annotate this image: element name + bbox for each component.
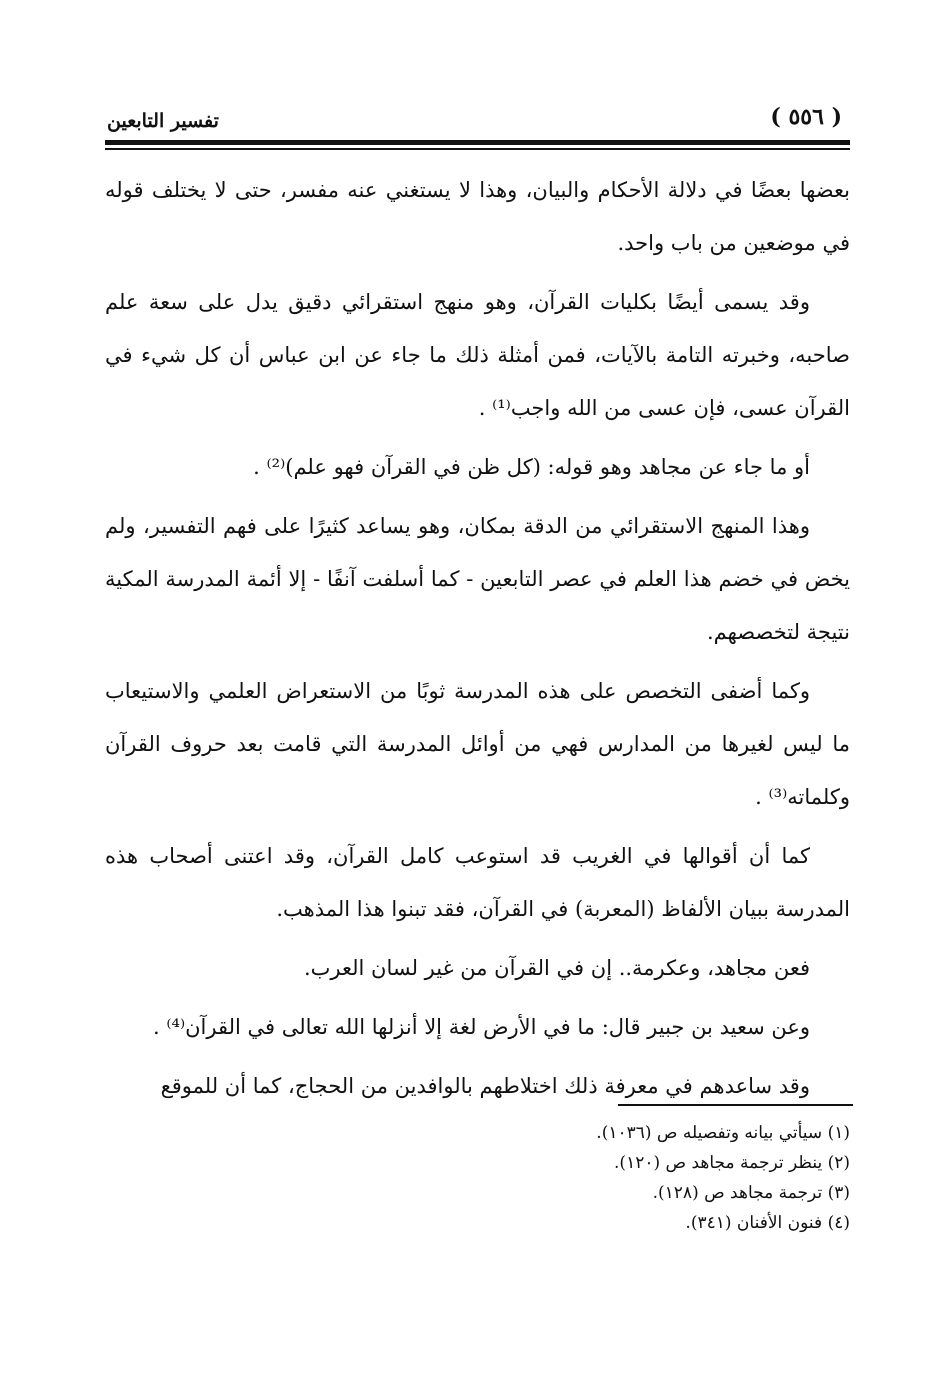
paragraph: أو ما جاء عن مجاهد وهو قوله: (كل ظن في القرآن فهو علم)⁽²⁾ .: [253, 455, 810, 479]
footnote: (٢) ينظر ترجمة مجاهد ص (١٢٠).: [614, 1153, 850, 1173]
footnote-separator: [618, 1104, 853, 1106]
page-number: ( ٥٥٦ ): [770, 104, 842, 130]
footnote: (٣) ترجمة مجاهد ص (١٢٨).: [652, 1183, 850, 1203]
header-rule-thin: [105, 148, 850, 150]
footnote: (١) سيأتي بيانه وتفصيله ص (١٠٣٦).: [596, 1123, 850, 1143]
paragraph: كما أن أقوالها في الغريب قد استوعب كامل القرآن، وقد اعتنى أصحاب هذه المدرسة ببيان الألفاظ (المعربة) في القرآن، فقد تبنوا هذا المذهب.: [105, 844, 850, 921]
header-rule-thick: [105, 140, 850, 145]
paragraph: وهذا المنهج الاستقرائي من الدقة بمكان، وهو يساعد كثيرًا على فهم التفسير، ولم يخض في خضم هذا العلم في عصر التابعين - كما أسلفت آنفًا - إلا أئمة المدرسة المكية نتيجة لتخصصهم.: [105, 514, 850, 644]
footnotes: [500, 1118, 850, 1238]
paragraph: بعضها بعضًا في دلالة الأحكام والبيان، وهذا لا يستغني عنه مفسر، حتى لا يختلف قوله في موضعين من باب واحد.: [105, 178, 850, 255]
page-header: [105, 96, 850, 136]
paragraph: وكما أضفى التخصص على هذه المدرسة ثوبًا من الاستعراض العلمي والاستيعاب ما ليس لغيرها من المدارس فهي من أوائل المدرسة التي قامت بعد حروف القرآن وكلماته⁽³⁾ .: [105, 679, 850, 809]
running-title: تفسير التابعين: [107, 110, 219, 132]
paragraph: فعن مجاهد، وعكرمة.. إن في القرآن من غير لسان العرب.: [303, 956, 810, 980]
main-text: [105, 164, 850, 1119]
paragraph: وعن سعيد بن جبير قال: ما في الأرض لغة إلا أنزلها الله تعالى في القرآن⁽⁴⁾ .: [153, 1015, 810, 1039]
paragraph: وقد ساعدهم في معرفة ذلك اختلاطهم بالوافدين من الحجاج، كما أن للموقع: [160, 1074, 810, 1098]
paragraph: وقد يسمى أيضًا بكليات القرآن، وهو منهج استقرائي دقيق يدل على سعة علم صاحبه، وخبرته التامة بالآيات، فمن أمثلة ذلك ما جاء عن ابن عباس أن كل شيء في القرآن عسى، فإن عسى من الله واجب⁽¹⁾ .: [105, 290, 850, 420]
footnote: (٤) فنون الأفنان (٣٤١).: [685, 1213, 850, 1233]
